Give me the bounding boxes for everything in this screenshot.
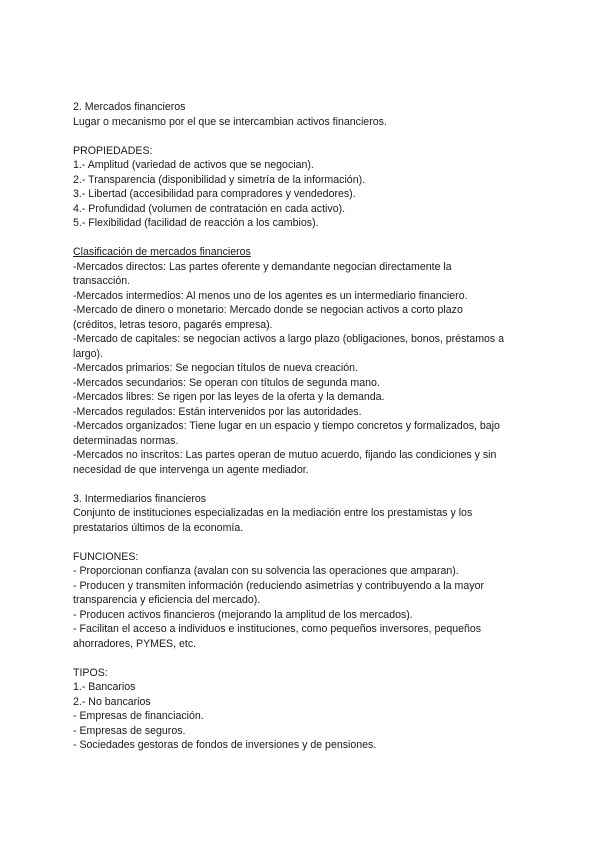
list-line: -Mercados libres: Se rigen por las leyes de la oferta y la demanda. (73, 391, 385, 403)
list-line: transacción. (73, 275, 131, 287)
list-line: - Facilitan el acceso a individuos e instituciones, como pequeños inversores, pequeños (73, 623, 482, 635)
list-line: - Proporcionan confianza (avalan con su solvencia las operaciones que amparan). (73, 565, 459, 577)
list-item: 2.- No bancarios (73, 695, 151, 708)
clasificacion-list (73, 260, 533, 478)
list-line: ahorradores, PYMES, etc. (73, 637, 197, 650)
list-item: 2.- Transparencia (disponibilidad y simetría de la información). (73, 173, 366, 186)
list-line: necesidad de que intervenga un agente mediador. (73, 463, 309, 476)
list-item: 1.- Amplitud (variedad de activos que se negocian). (73, 159, 314, 171)
list-item: - Empresas de seguros. (73, 724, 186, 737)
section-3-definition: Conjunto de instituciones especializadas en la mediación entre los prestamistas y los (73, 507, 473, 519)
tipos-heading: TIPOS: (73, 666, 108, 679)
document-body (73, 100, 533, 753)
section-3-definition: prestatarios últimos de la economía. (73, 521, 244, 534)
list-line: -Mercados directos: Las partes oferente y demandante negocian directamente la (73, 260, 452, 273)
list-line: -Mercados primarios: Se negocian títulos de nueva creación. (73, 362, 359, 374)
section-2-definition: Lugar o mecanismo por el que se intercambian activos financieros. (73, 115, 387, 128)
list-line: - Producen y transmiten información (reduciendo asimetrías y contribuyendo a la mayor (73, 579, 484, 592)
list-line: -Mercados secundarios: Se operan con títulos de segunda mano. (73, 376, 380, 389)
list-line: -Mercados no inscritos: Las partes operan de mutuo acuerdo, fijando las condiciones y sin (73, 449, 497, 461)
section-2-title: 2. Mercados financieros (73, 101, 186, 113)
list-line: determinadas normas. (73, 434, 179, 447)
list-line: -Mercados organizados: Tiene lugar en un espacio y tiempo concretos y formalizados, bajo (73, 420, 500, 432)
clasificacion-heading: Clasificación de mercados financieros (73, 246, 251, 258)
list-line: -Mercado de capitales: se negocian activos a largo plazo (obligaciones, bonos, préstamos a (73, 333, 505, 345)
list-line: -Mercados regulados: Están intervenidos por las autoridades. (73, 405, 362, 418)
list-item: 1.- Bancarios (73, 681, 136, 693)
list-line: -Mercados intermedios: Al menos uno de los agentes es un intermediario financiero. (73, 289, 468, 302)
list-line: transparencia y eficiencia del mercado). (73, 594, 261, 606)
list-line: largo). (73, 347, 104, 360)
list-item: 3.- Libertad (accesibilidad para compradores y vendedores). (73, 188, 356, 200)
funciones-heading: FUNCIONES: (73, 550, 139, 563)
list-line: - Producen activos financieros (mejorando la amplitud de los mercados). (73, 608, 413, 621)
list-item: 4.- Profundidad (volumen de contratación en cada activo). (73, 202, 346, 215)
list-line: (créditos, letras tesoro, pagarés empresa). (73, 318, 273, 331)
list-item: 5.- Flexibilidad (facilidad de reacción a los cambios). (73, 217, 319, 229)
propiedades-heading: PROPIEDADES: (73, 144, 153, 157)
propiedades-list (73, 158, 533, 231)
list-item: - Empresas de financiación. (73, 710, 204, 722)
list-item: - Sociedades gestoras de fondos de inversiones y de pensiones. (73, 739, 377, 751)
section-3-title: 3. Intermediarios financieros (73, 492, 207, 505)
tipos-list (73, 680, 533, 753)
funciones-list (73, 564, 533, 651)
list-line: -Mercado de dinero o monetario: Mercado donde se negocian activos a corto plazo (73, 304, 463, 316)
